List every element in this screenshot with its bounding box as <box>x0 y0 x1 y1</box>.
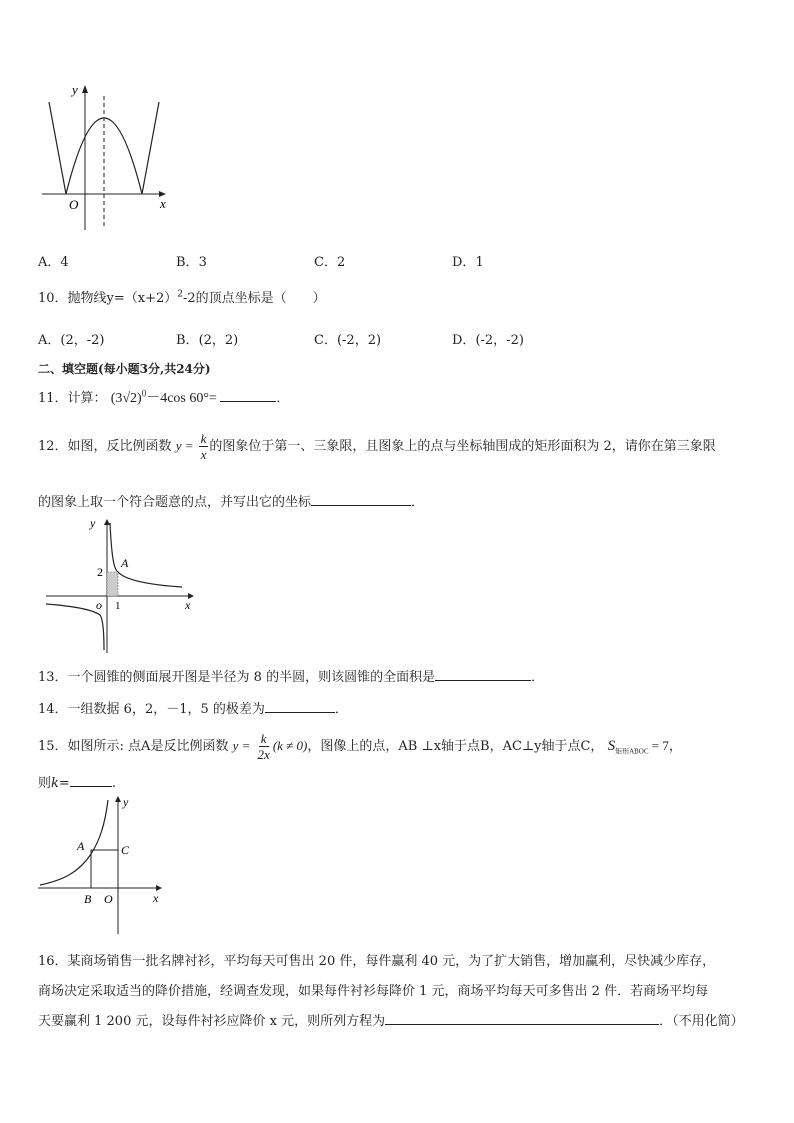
q10-stem: 10．抛物线$y=(x+2)^2-2$的顶点坐标是（ ） <box>38 289 326 306</box>
point-a-label: A <box>77 839 85 853</box>
rectangle-abocs <box>91 850 118 888</box>
q16-line1: 16．某商场销售一批名牌衬衫，平均每天可售出 20 件，每件赢利 40 元，为了扩大销售，增加赢利，尽快减少库存， <box>38 954 716 969</box>
q9-option-b: B．3 <box>176 255 207 270</box>
q16-line2: 商场决定采取适当的降价措施，经调查发现，如果每件衬衫每降价 1 元，商场平均每天可多售出 2 件．若商场平均每 <box>38 984 709 999</box>
q10-option-c: C．(-2，2) <box>314 333 382 348</box>
point-a-label: A <box>121 556 129 570</box>
point-c-label: C <box>121 843 130 857</box>
q14-line: 14．一组数据 6，2，－1，5 的极差为 ． <box>38 702 348 717</box>
q11-expression: $(3√2)^0-4\cos$ 60°= <box>110 388 217 406</box>
y-axis-label: y <box>123 795 129 809</box>
q9-option-d: D．1 <box>452 255 484 270</box>
q11-answer-blank[interactable] <box>220 389 276 402</box>
y-axis-arrow <box>104 519 110 525</box>
x-axis-label: x <box>185 598 191 612</box>
origin-label: o <box>96 598 102 612</box>
q15-fraction: $\frac{k}{2x}$ <box>257 731 270 762</box>
q14-answer-blank[interactable] <box>265 700 335 713</box>
left-line <box>49 102 66 194</box>
right-line <box>142 102 159 194</box>
q15-line1: 15．如图所示: 点A是反比例函数 y = $\frac{k}{2x}$ (k ≠ 0)，图像上的点，AB ⊥x轴于点B，AC⊥y轴于点C， $S_{矩形ABOC} = 7$， <box>38 731 682 762</box>
q12-line2: 的图象上取一个符合题意的点，并写出它的坐标 ． <box>38 495 425 510</box>
shaded-rectangle <box>107 572 118 596</box>
point-b-label: B <box>84 892 92 906</box>
q10-option-a: A．(2，-2) <box>38 333 105 348</box>
origin-label: O <box>104 892 113 906</box>
q13-answer-blank[interactable] <box>435 668 531 681</box>
hyperbola-branch-q1 <box>110 523 182 587</box>
x-axis-label: x <box>153 891 159 905</box>
y-tick-2: 2 <box>97 565 103 579</box>
q10-option-b: B．(2，2) <box>176 333 239 348</box>
q10-option-d: D．(-2，-2) <box>452 333 524 348</box>
hyperbola-branch-q2 <box>40 800 108 885</box>
q15-hyperbola-graph <box>34 792 169 937</box>
q9-parabola-graph <box>36 82 171 232</box>
q9-option-c: C．2 <box>314 255 346 270</box>
q15-answer-blank[interactable] <box>70 774 112 787</box>
x-axis-label: x <box>160 196 166 211</box>
q12-fraction: $\frac{k}{x}$ <box>200 431 207 462</box>
section-title: 二、填空题(每小题3分,共24分) <box>38 362 211 376</box>
q12-hyperbola-graph <box>42 515 197 655</box>
y-axis-label: y <box>90 516 96 530</box>
y-axis-arrow <box>82 85 88 93</box>
q16-line3: 天要赢利 1 200 元，设每件衬衫应降价 x 元，则所列方程为 ．（不用化简） <box>38 1014 744 1029</box>
q12-line1: 12．如图，反比例函数 y = $\frac{k}{x}$ 的图象位于第一、三象限，且图象上的点与坐标轴围成的矩形面积为 2，请你在第三象限 <box>38 431 716 462</box>
q15-line2: 则k= . <box>38 776 116 791</box>
x-tick-1: 1 <box>115 600 121 612</box>
q16-answer-blank[interactable] <box>385 1012 659 1025</box>
q11-line: 11．计算： $(3√2)^0-4\cos$ 60°= ． <box>38 388 290 406</box>
y-axis-arrow <box>115 796 121 802</box>
q15-area: $S_{矩形ABOC} = 7$ <box>607 738 669 756</box>
y-axis-label: y <box>72 82 78 97</box>
q12-answer-blank[interactable] <box>311 493 411 506</box>
origin-label: O <box>69 197 79 212</box>
q9-option-a: A．4 <box>38 255 69 270</box>
q13-line: 13．一个圆锥的侧面展开图是半径为 8 的半圆，则该圆锥的全面积是 ． <box>38 670 545 685</box>
